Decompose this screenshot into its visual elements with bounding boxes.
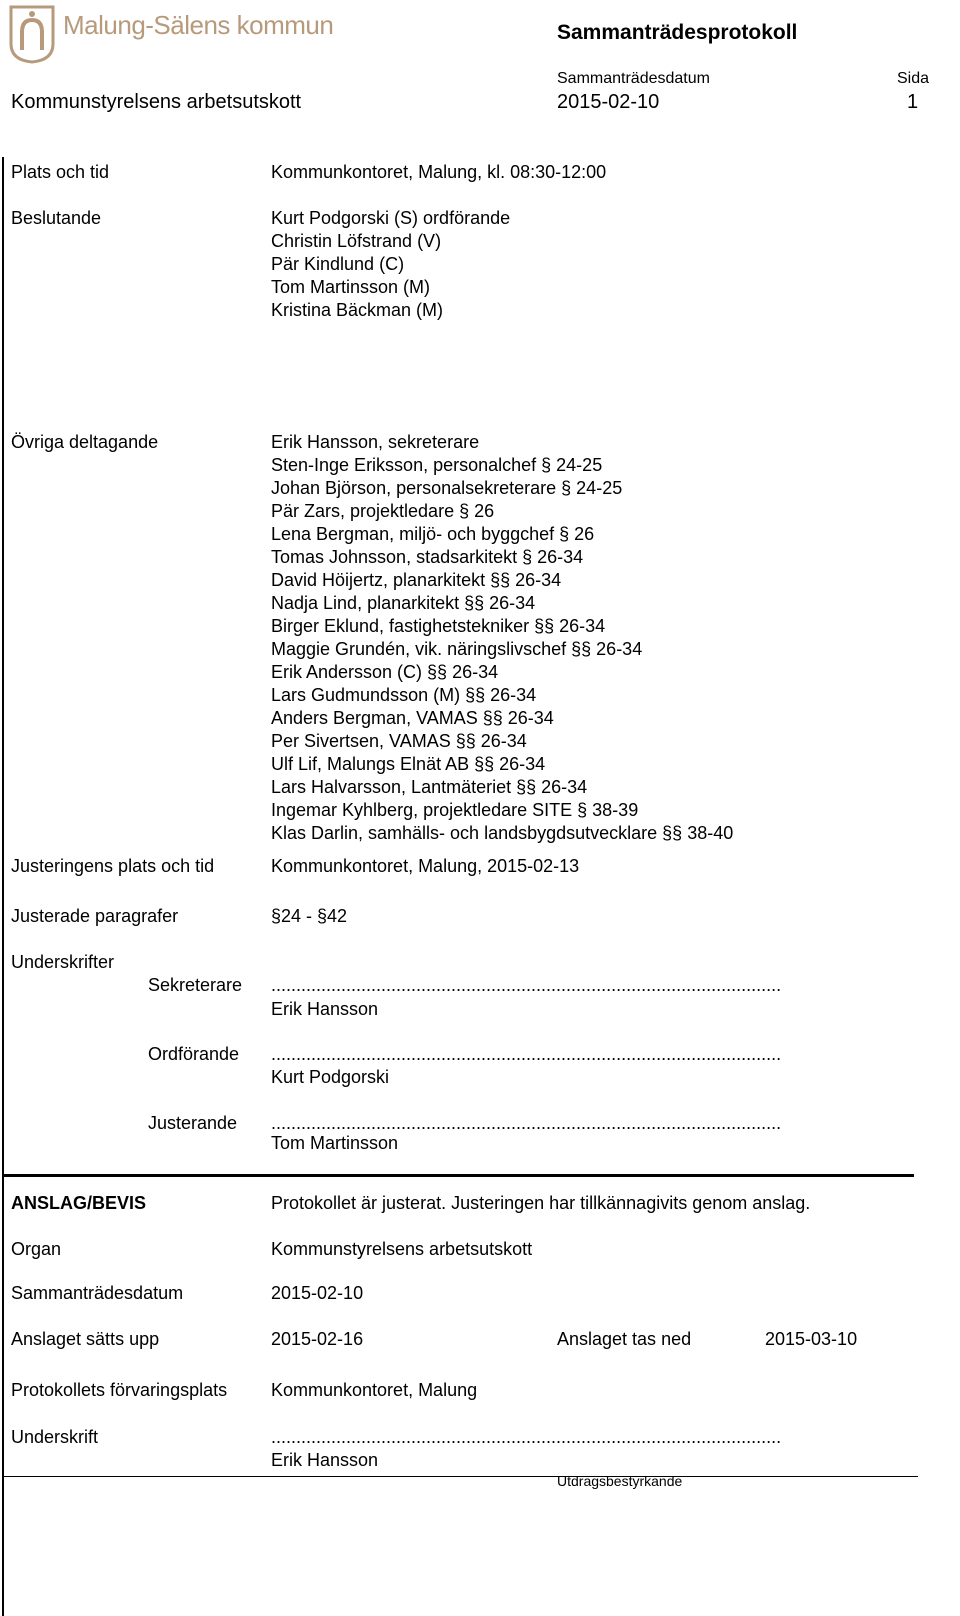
participant-item: Lars Gudmundsson (M) §§ 26-34 xyxy=(271,685,537,705)
signature-line: ...................................................................................................... xyxy=(271,1427,782,1447)
signature-role-chair: Ordförande xyxy=(148,1044,240,1064)
decider-item: Christin Löfstrand (V) xyxy=(271,231,442,251)
participant-item: Birger Eklund, fastighetstekniker §§ 26-34 xyxy=(271,616,606,636)
meeting-date: 2015-02-10 xyxy=(557,91,660,113)
participant-item: Erik Hansson, sekreterare xyxy=(271,432,480,452)
committee-name: Kommunstyrelsens arbetsutskott xyxy=(11,91,302,113)
section-divider xyxy=(2,1174,914,1177)
participant-item: Anders Bergman, VAMAS §§ 26-34 xyxy=(271,708,554,728)
posted-value: 2015-02-16 xyxy=(271,1329,364,1349)
organ-label: Organ xyxy=(11,1239,62,1259)
notice-date-value: 2015-02-10 xyxy=(271,1283,364,1303)
participant-item: Lars Halvarsson, Lantmäteriet §§ 26-34 xyxy=(271,777,588,797)
decider-item: Tom Martinsson (M) xyxy=(271,277,431,297)
participant-item: Nadja Lind, planarkitekt §§ 26-34 xyxy=(271,593,536,613)
organ-value: Kommunstyrelsens arbetsutskott xyxy=(271,1239,533,1259)
date-label: Sammanträdesdatum xyxy=(557,70,710,87)
signature-name-chair: Kurt Podgorski xyxy=(271,1067,390,1087)
participant-item: Lena Bergman, miljö- och byggchef § 26 xyxy=(271,524,595,544)
page-number: 1 xyxy=(907,91,919,113)
adjust-place-label: Justeringens plats och tid xyxy=(11,856,215,876)
posted-label: Anslaget sätts upp xyxy=(11,1329,160,1349)
participant-item: Klas Darlin, samhälls- och landsbygdsutvecklare §§ 38-40 xyxy=(271,823,734,843)
participant-item: Johan Björson, personalsekreterare § 24-25 xyxy=(271,478,623,498)
decider-item: Pär Kindlund (C) xyxy=(271,254,405,274)
signature-role-adjuster: Justerande xyxy=(148,1113,238,1133)
participant-item: Pär Zars, projektledare § 26 xyxy=(271,501,495,521)
adjusted-paragraphs-label: Justerade paragrafer xyxy=(11,906,179,926)
doc-type-title: Sammanträdesprotokoll xyxy=(557,21,798,44)
participant-item: David Höijertz, planarkitekt §§ 26-34 xyxy=(271,570,562,590)
adjust-place-value: Kommunkontoret, Malung, 2015-02-13 xyxy=(271,856,580,876)
signature-name-secretary: Erik Hansson xyxy=(271,999,379,1019)
page-label: Sida xyxy=(897,70,930,87)
municipality-logo xyxy=(8,4,56,64)
notice-title: ANSLAG/BEVIS xyxy=(11,1193,147,1213)
participant-item: Ingemar Kyhlberg, projektledare SITE § 38-39 xyxy=(271,800,639,820)
signature-line: ...................................................................................................... xyxy=(271,1113,782,1133)
notice-signature-label: Underskrift xyxy=(11,1427,99,1447)
signatures-label: Underskrifter xyxy=(11,952,115,972)
participant-item: Erik Andersson (C) §§ 26-34 xyxy=(271,662,499,682)
deciders-list xyxy=(271,207,510,322)
notice-signature-name: Erik Hansson xyxy=(271,1450,379,1470)
place-value: Kommunkontoret, Malung, kl. 08:30-12:00 xyxy=(271,162,607,182)
participant-item: Tomas Johnsson, stadsarkitekt § 26-34 xyxy=(271,547,584,567)
left-border xyxy=(2,157,4,1616)
storage-value: Kommunkontoret, Malung xyxy=(271,1380,478,1400)
bottom-rule xyxy=(2,1476,918,1477)
participant-item: Ulf Lif, Malungs Elnät AB §§ 26-34 xyxy=(271,754,546,774)
participant-item: Sten-Inge Eriksson, personalchef § 24-25 xyxy=(271,455,603,475)
removed-label: Anslaget tas ned xyxy=(557,1329,692,1349)
place-label: Plats och tid xyxy=(11,162,110,182)
org-name: Malung-Sälens kommun xyxy=(63,10,334,40)
removed-value: 2015-03-10 xyxy=(765,1329,858,1349)
decider-item: Kristina Bäckman (M) xyxy=(271,300,444,320)
signature-name-adjuster: Tom Martinsson xyxy=(271,1133,399,1153)
signature-line: ...................................................................................................... xyxy=(271,1044,782,1064)
participant-item: Per Sivertsen, VAMAS §§ 26-34 xyxy=(271,731,527,751)
others-list xyxy=(271,431,733,845)
signature-line: ...................................................................................................... xyxy=(271,975,782,995)
adjusted-paragraphs-value: §24 - §42 xyxy=(271,906,348,926)
certify-label: Utdragsbestyrkande xyxy=(557,1473,683,1489)
decider-item: Kurt Podgorski (S) ordförande xyxy=(271,208,511,228)
signature-role-secretary: Sekreterare xyxy=(148,975,243,995)
deciders-label: Beslutande xyxy=(11,208,102,228)
notice-date-label: Sammanträdesdatum xyxy=(11,1283,184,1303)
participant-item: Maggie Grundén, vik. näringslivschef §§ 26-34 xyxy=(271,639,643,659)
others-label: Övriga deltagande xyxy=(11,432,159,452)
notice-statement: Protokollet är justerat. Justeringen har tillkännagivits genom anslag. xyxy=(271,1193,811,1213)
storage-label: Protokollets förvaringsplats xyxy=(11,1380,228,1400)
